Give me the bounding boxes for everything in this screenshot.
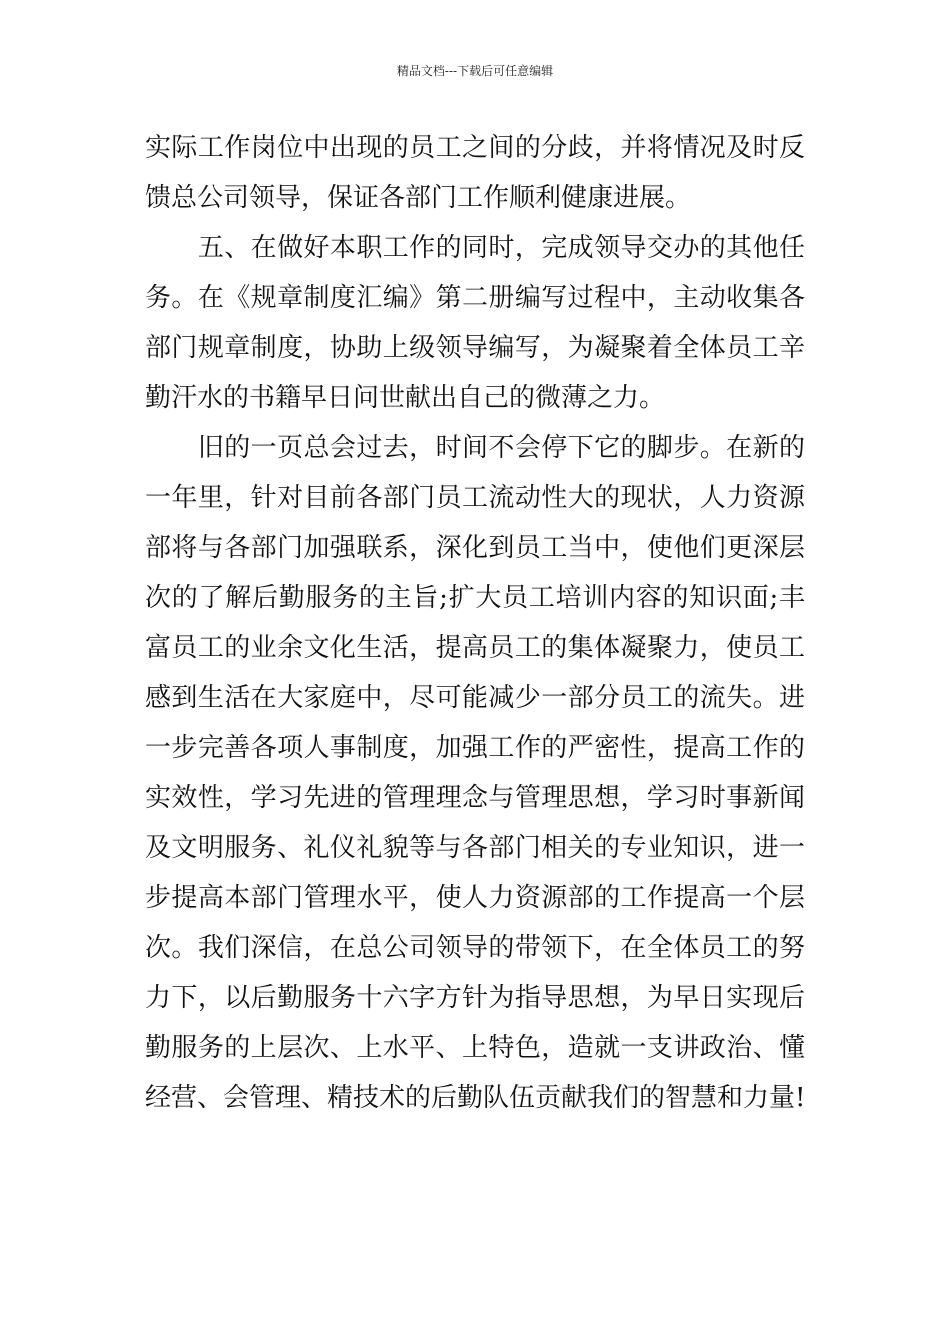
body-text-line: 实际工作岗位中出现的员工之间的分歧，并将情况及时反: [145, 133, 805, 163]
body-text-line: 勤服务的上层次、上水平、上特色，造就一支讲政治、懂: [145, 1033, 805, 1063]
body-text-line: 次。我们深信，在总公司领导的带领下，在全体员工的努: [145, 933, 805, 963]
body-text-line: 务。在《规章制度汇编》第二册编写过程中，主动收集各: [145, 283, 805, 313]
body-text-line: 旧的一页总会过去，时间不会停下它的脚步。在新的: [145, 433, 805, 463]
body-text-line: 勤汗水的书籍早日问世献出自己的微薄之力。: [145, 383, 666, 413]
body-text-line: 部门规章制度，协助上级领导编写，为凝聚着全体员工辛: [145, 333, 805, 363]
body-text-line: 感到生活在大家庭中，尽可能减少一部分员工的流失。进: [145, 683, 805, 713]
body-text-line: 步提高本部门管理水平，使人力资源部的工作提高一个层: [145, 883, 805, 913]
body-text-line: 部将与各部门加强联系，深化到员工当中，使他们更深层: [145, 533, 805, 563]
body-text-line: 五、在做好本职工作的同时，完成领导交办的其他任: [145, 233, 805, 263]
page-header: 精品文档---下载后可任意编辑: [396, 64, 554, 78]
body-text-line: 经营、会管理、精技术的后勤队伍贡献我们的智慧和力量!: [145, 1083, 806, 1113]
body-text-line: 次的了解后勤服务的主旨;扩大员工培训内容的知识面;丰: [145, 583, 805, 613]
body-text-line: 及文明服务、礼仪礼貌等与各部门相关的专业知识，进一: [145, 833, 805, 863]
body-text-line: 馈总公司领导，保证各部门工作顺利健康进展。: [145, 183, 692, 213]
body-text-line: 实效性，学习先进的管理理念与管理思想，学习时事新闻: [145, 783, 805, 813]
body-text-line: 力下，以后勤服务十六字方针为指导思想，为早日实现后: [145, 983, 805, 1013]
body-text-line: 一年里，针对目前各部门员工流动性大的现状，人力资源: [145, 483, 805, 513]
body-text-line: 富员工的业余文化生活，提高员工的集体凝聚力，使员工: [145, 633, 805, 663]
body-text-line: 一步完善各项人事制度，加强工作的严密性，提高工作的: [145, 733, 805, 763]
